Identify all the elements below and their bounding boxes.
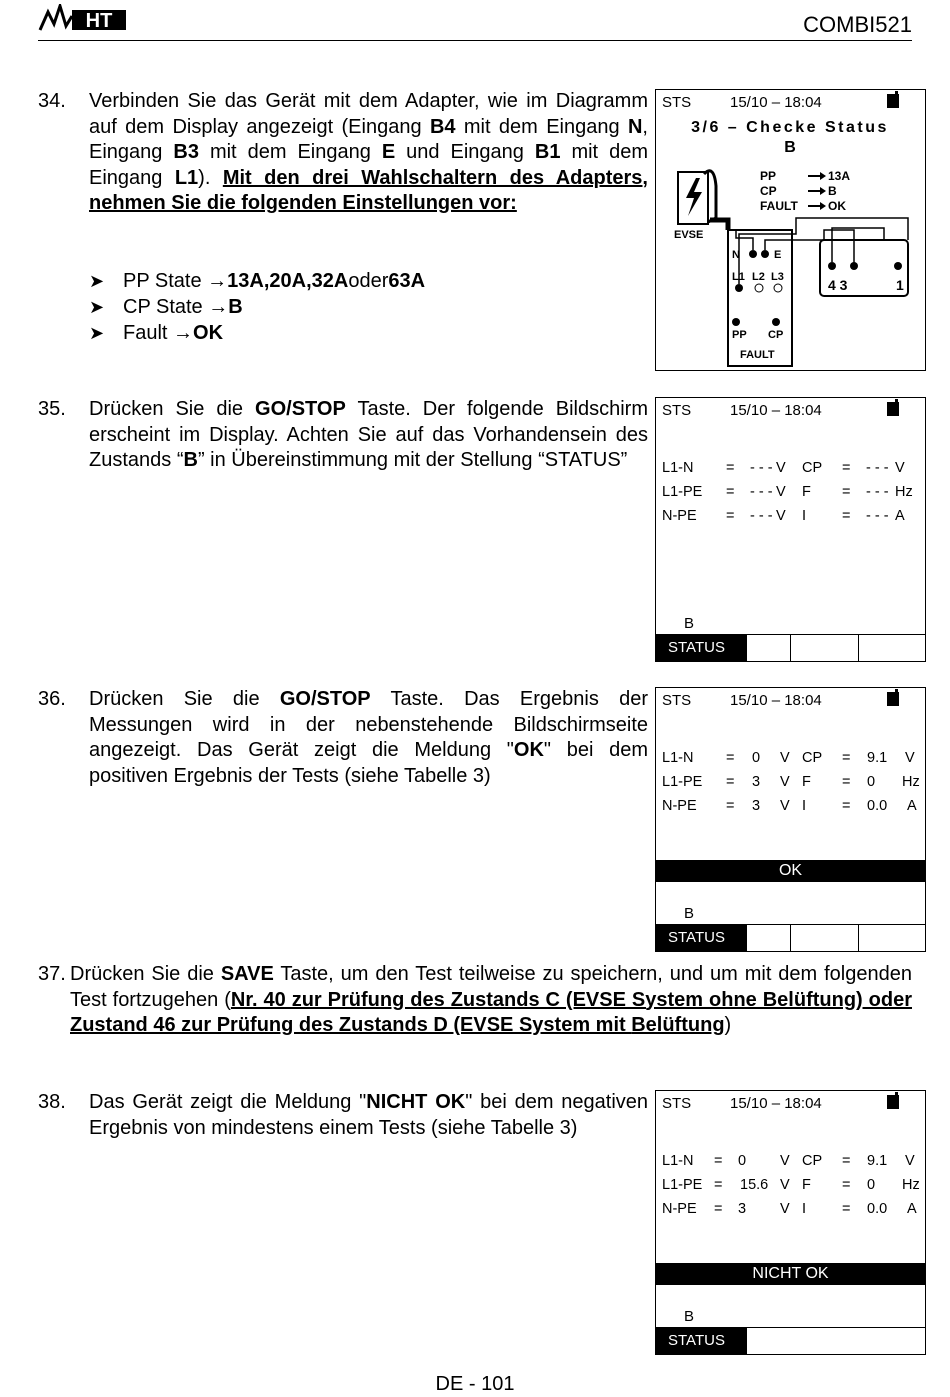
list-item: ➤ PP State → 13A,20A,32A oder 63A	[89, 270, 426, 292]
status-label: STATUS	[656, 1328, 746, 1354]
list-item: ➤ CP State → B	[89, 296, 243, 318]
svg-text:E: E	[774, 249, 782, 261]
connection-diagram	[656, 90, 925, 370]
document-title: COMBI521	[803, 12, 912, 37]
lightning-icon	[686, 178, 702, 216]
svg-text:EVSE: EVSE	[674, 229, 704, 241]
step-34-text: Verbinden Sie das Gerät mit dem Adapter, wie im Diagramm auf dem Display angezeigt (Eingang B4 mit dem Eingang N, Eingang B3 mit dem Eingang E und Eingang B1 mit dem Eingang L1). Mit den drei Wahlschaltern des Adapters, nehmen Sie die folgenden Einstellungen vor:	[89, 90, 648, 214]
screen-measure-empty: STS 15/10 – 18:04 L1-N = - - - V CP = - - - V L1-PE = - - - V F = - - - Hz N-PE = - - - V I = - - - A B STATUS	[655, 397, 926, 662]
svg-text:N: N	[732, 249, 740, 261]
svg-text:PP: PP	[760, 169, 777, 183]
arrow-bullet-icon: ➤	[89, 297, 105, 317]
battery-icon	[887, 1095, 899, 1109]
arrow-icon	[808, 187, 826, 195]
svg-text:FAULT: FAULT	[760, 199, 798, 213]
svg-text:1: 1	[896, 277, 904, 293]
svg-text:L1: L1	[732, 271, 745, 283]
time-label: 15/10 – 18:04	[730, 94, 822, 111]
svg-text:13A: 13A	[828, 169, 851, 183]
ht-logo	[38, 4, 130, 34]
step-number-35: 35.	[38, 398, 66, 420]
svg-text:CP: CP	[760, 184, 777, 198]
settings-list	[89, 268, 629, 346]
status-row	[656, 1327, 925, 1354]
status-label: STATUS	[656, 635, 746, 661]
svg-text:FAULT: FAULT	[740, 349, 775, 361]
battery-icon	[887, 402, 899, 416]
status-row	[656, 634, 925, 661]
arrow-bullet-icon: ➤	[89, 271, 105, 291]
step-number-34: 34.	[38, 90, 66, 112]
sts-label: STS	[662, 692, 692, 709]
list-item: ➤ Fault → OK	[89, 322, 224, 344]
status-row	[656, 924, 925, 951]
svg-text:CP: CP	[768, 329, 784, 341]
svg-text:L2: L2	[752, 271, 765, 283]
result-bar: OK	[656, 860, 925, 882]
diagram-title: 3/6 – Checke Status	[691, 119, 889, 136]
diagram-sub: B	[784, 139, 796, 156]
step-number-36: 36.	[38, 688, 66, 710]
page-number: DE - 101	[435, 1373, 515, 1395]
sts-label: STS	[662, 1095, 692, 1112]
screen-check-status	[655, 89, 926, 371]
step-number-38: 38.	[38, 1091, 66, 1113]
state-letter: B	[684, 905, 695, 922]
svg-text:B: B	[828, 184, 837, 198]
svg-text:L3: L3	[771, 271, 784, 283]
step-number-37: 37.	[38, 963, 66, 985]
step-37-text: Drücken Sie die SAVE Taste, um den Test teilweise zu speichern, und um mit dem folgenden Test fortzugehen (Nr. 40 zur Prüfung des Zustands C (EVSE System ohne Belüftung) oder Zustand 46 zur Prüfung des Zustands D (EVSE System mit Belüftung)	[70, 963, 912, 1036]
battery-icon	[887, 692, 899, 706]
status-label: STATUS	[656, 925, 746, 951]
arrow-icon	[808, 172, 826, 180]
sts-label: STS	[662, 94, 692, 111]
screen-result-nicht-ok: STS 15/10 – 18:04 L1-N = 0 V CP = 9.1 V L1-PE = 15.6 V F = 0 Hz N-PE = 3 V I = 0.0 A NICHT OK B STATUS	[655, 1090, 926, 1355]
svg-text:OK: OK	[828, 199, 846, 213]
svg-text:HT: HT	[85, 10, 113, 32]
state-letter: B	[684, 615, 695, 632]
state-letter: B	[684, 1308, 695, 1325]
sts-label: STS	[662, 402, 692, 419]
svg-text:PP: PP	[732, 329, 747, 341]
screen-result-ok: STS 15/10 – 18:04 L1-N = 0 V CP = 9.1 V L1-PE = 3 V F = 0 Hz N-PE = 3 V I = 0.0 A OK B STATUS	[655, 687, 926, 952]
time-label: 15/10 – 18:04	[730, 692, 822, 709]
result-bar: NICHT OK	[656, 1263, 925, 1285]
step-38-text: Das Gerät zeigt die Meldung "NICHT OK" bei dem negativen Ergebnis von mindestens einem Tests (siehe Tabelle 3)	[89, 1091, 649, 1139]
arrow-bullet-icon: ➤	[89, 323, 105, 343]
svg-text:4 3: 4 3	[828, 277, 848, 293]
time-label: 15/10 – 18:04	[730, 402, 822, 419]
step-35-text: Drücken Sie die GO/STOP Taste. Der folgende Bildschirm erscheint im Display. Achten Sie auf das Vorhandensein des Zustands “B” in Übereinstimmung mit der Stellung “STATUS”	[89, 398, 648, 471]
arrow-icon	[808, 202, 826, 210]
time-label: 15/10 – 18:04	[730, 1095, 822, 1112]
step-36-text: Drücken Sie die GO/STOP Taste. Das Ergebnis der Messungen wird in der nebenstehende Bildschirmseite angezeigt. Das Gerät zeigt die Meldung "OK" bei dem positiven Ergebnis der Tests (siehe Tabelle 3)	[89, 688, 648, 787]
header-divider	[38, 40, 912, 41]
